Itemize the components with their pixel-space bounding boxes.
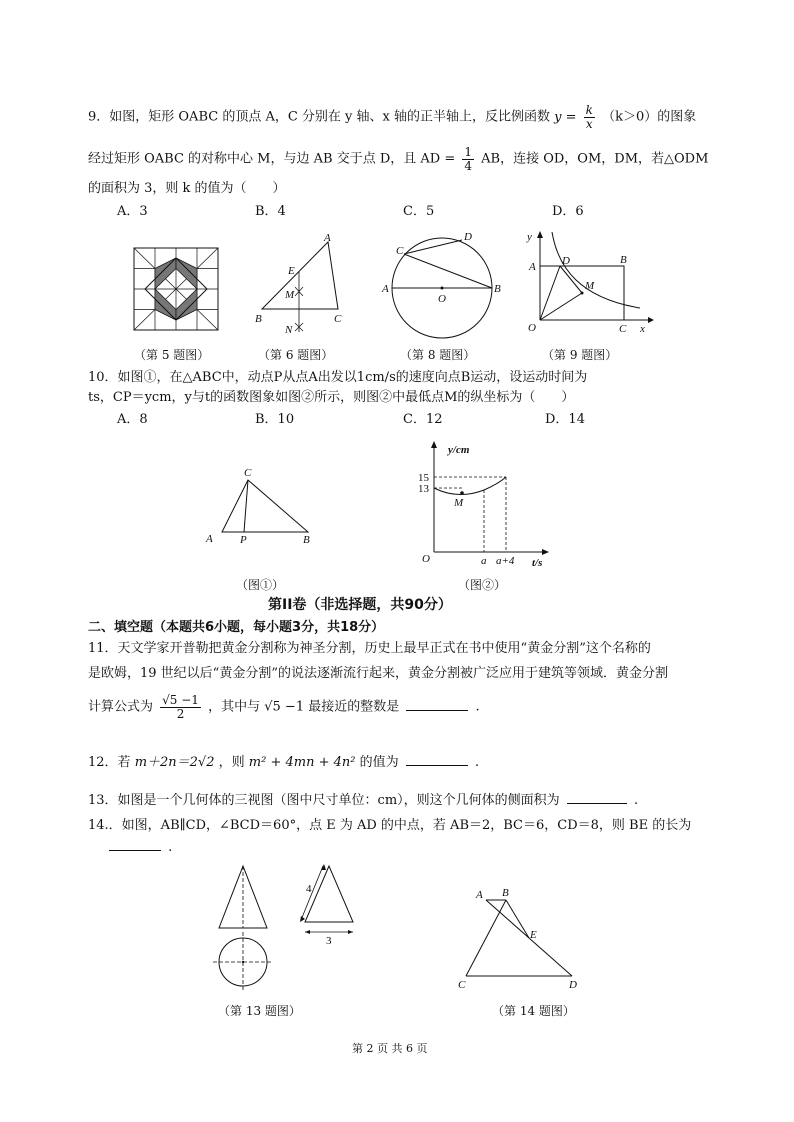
q11-golden-fraction: $\frac{√5 -1}{2}$ [162, 693, 199, 721]
figure-6 [250, 232, 350, 336]
q9-line1: 9．如图，矩形 OABC 的顶点 A，C 分别在 y 轴、x 轴的正半轴上，反比例函数 y = $\frac{k}{x}$ （k＞0）的图象 [88, 103, 697, 131]
q12-line: 12．若 m＋2n＝2√2 ，则 m² + 4mn + 4n² 的值为 . [88, 755, 480, 770]
f9-label-o: O [528, 322, 536, 334]
q9-line3: 的面积为 3，则 k 的值为（ ） [88, 181, 286, 196]
f13-label-3: 3 [326, 935, 332, 947]
q10-choice-a: A．8 [117, 412, 148, 427]
caption-fig5: （第 5 题图） [134, 348, 210, 362]
f10-label-b: B [303, 534, 310, 546]
f10-2-y-axis-label: y/cm [448, 444, 470, 456]
caption-fig13: （第 13 题图） [218, 1004, 301, 1018]
f6-label-c: C [334, 313, 342, 325]
f8-label-o: O [438, 293, 446, 305]
q12-answer-blank[interactable] [406, 753, 468, 766]
f10-2-label-a: a [481, 555, 487, 567]
f6-label-a: A [324, 232, 331, 244]
f6-label-m: M [285, 289, 295, 301]
f9-label-y: y [527, 231, 532, 243]
q10-choice-b: B．10 [255, 412, 295, 427]
f9-label-x: x [640, 323, 645, 335]
figure-8 [376, 226, 506, 344]
q10-choice-d: D．14 [545, 412, 585, 427]
f9-label-c: C [619, 323, 627, 335]
caption-fig10-1: （图①） [236, 578, 285, 592]
f8-label-b: B [494, 283, 501, 295]
q13-line: 13．如图是一个几何体的三视图（图中尺寸单位：cm），则这个几何体的侧面积为 . [88, 793, 639, 808]
f10-2-tick-15: 15 [418, 472, 429, 484]
f10-2-label-a4: a+4 [496, 555, 515, 567]
q9-choice-b: B．4 [255, 204, 286, 219]
q10-line1: 10．如图①，在△ABC中，动点P从点A出发以1cm/s的速度向点B运动，设运动时间为 [88, 370, 588, 385]
f8-label-c: C [396, 245, 404, 257]
f9-label-a: A [529, 261, 536, 273]
f10-label-p: P [240, 534, 247, 546]
f6-label-e: E [288, 265, 295, 277]
figure-10-2 [412, 438, 557, 572]
figure-5 [132, 246, 222, 332]
q10-line2: ts，CP＝ycm，y与t的函数图象如图②所示，则图②中最低点M的纵坐标为（ ） [88, 390, 575, 405]
q9-choice-d: D．6 [552, 204, 584, 219]
caption-fig10-2: （图②） [458, 578, 507, 592]
f14-label-d: D [569, 979, 577, 991]
f9-label-m: M [585, 280, 595, 292]
q13-answer-blank[interactable] [567, 791, 627, 804]
f10-2-t-axis-label: t/s [532, 557, 543, 569]
f9-label-d: D [562, 255, 570, 267]
q10-choice-c: C．12 [403, 412, 443, 427]
q9-one-quarter: $\frac{1}{4}$ [464, 145, 473, 173]
page-footer: 第 2 页 共 6 页 [352, 1042, 428, 1055]
q9-line2: 经过矩形 OABC 的对称中心 M，与边 AB 交于点 D，且 AD = $\frac{1}{4}$ AB，连接 OD，OM，DM，若△ODM [88, 145, 709, 173]
q9-k-over-x: $\frac{k}{x}$ [585, 103, 593, 131]
f9-label-b: B [620, 254, 627, 266]
q9-choice-c: C．5 [403, 204, 435, 219]
f14-label-a: A [476, 889, 483, 901]
figure-14 [446, 884, 586, 994]
caption-fig14: （第 14 题图） [492, 1004, 575, 1018]
q11-line3: 计算公式为 $\frac{√5 -1}{2}$ ，其中与 √5 −1 最接近的整数是 . [88, 693, 480, 721]
f14-label-c: C [458, 979, 466, 991]
f8-label-d: D [464, 231, 472, 243]
q14-answer-blank[interactable] [109, 838, 161, 851]
q9-function-expression: y = $\frac{k}{x}$ [554, 103, 593, 131]
f10-2-label-m: M [454, 497, 464, 509]
q14-line1: 14.．如图，AB∥CD，∠BCD＝60°，点 E 为 AD 的中点，若 AB＝2，BC＝6，CD＝8，则 BE 的长为 [88, 818, 692, 833]
q11-line1: 11．天文学家开普勒把黄金分割称为神圣分割，历史上最早正式在书中使用“黄金分割”这个名称的 [88, 641, 651, 656]
section2-heading: 二、填空题（本题共6小题，每小题3分，共18分） [88, 620, 385, 635]
f6-label-n: N [285, 324, 293, 336]
f10-label-a: A [206, 533, 213, 545]
figure-10-1 [200, 462, 325, 548]
f10-2-tick-13: 13 [418, 483, 429, 495]
caption-fig6: （第 6 题图） [258, 348, 334, 362]
figure-9 [520, 228, 655, 338]
f14-label-b: B [502, 887, 509, 899]
figure-13 [205, 862, 375, 1004]
f13-label-4: 4 [306, 883, 312, 895]
f10-label-c: C [244, 467, 252, 479]
f14-label-e: E [530, 929, 537, 941]
q11-answer-blank[interactable] [406, 698, 468, 711]
f8-label-a: A [382, 283, 389, 295]
f10-2-label-o: O [422, 553, 430, 565]
part2-title: 第II卷（非选择题，共90分） [268, 597, 452, 613]
q11-line2: 是欧姆，19 世纪以后“黄金分割”的说法逐渐流行起来，黄金分割被广泛应用于建筑等领域．黄金分割 [88, 666, 668, 681]
caption-fig8: （第 8 题图） [400, 348, 476, 362]
caption-fig9: （第 9 题图） [542, 348, 618, 362]
f6-label-b: B [255, 313, 262, 325]
q14-line2: . [106, 838, 172, 856]
q9-choice-a: A．3 [117, 204, 148, 219]
